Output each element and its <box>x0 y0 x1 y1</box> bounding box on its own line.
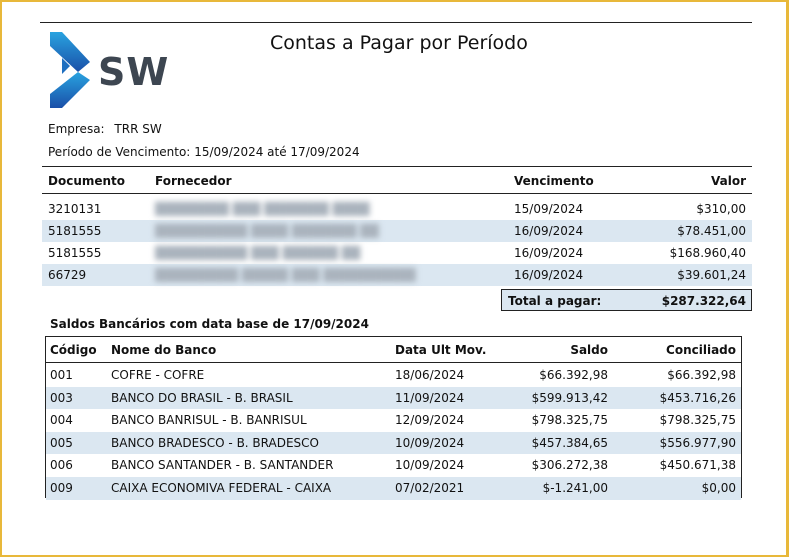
page-title: Contas a Pagar por Período <box>270 32 528 54</box>
periodo-value: 15/09/2024 até 17/09/2024 <box>194 145 360 159</box>
documento-cell: 3210131 <box>48 202 102 216</box>
table-row <box>46 364 741 387</box>
periodo-label: Período de Vencimento: <box>48 145 191 159</box>
documento-cell: 5181555 <box>48 224 102 238</box>
total-a-pagar-box <box>501 289 752 311</box>
nome-cell: COFRE - COFRE <box>111 368 205 382</box>
col-header-fornecedor: Fornecedor <box>155 174 232 188</box>
empresa-label: Empresa: <box>48 122 105 136</box>
col-header-documento: Documento <box>48 174 126 188</box>
col-header-vencimento: Vencimento <box>514 174 594 188</box>
saldo-cell: $-1.241,00 <box>542 481 608 495</box>
codigo-cell: 009 <box>50 481 73 495</box>
logo-wordmark: SW <box>98 50 170 94</box>
nome-cell: BANCO BANRISUL - B. BANRISUL <box>111 413 307 428</box>
saldos-header-row <box>46 337 741 363</box>
top-divider <box>40 22 752 23</box>
valor-cell: $78.451,00 <box>677 224 746 238</box>
conciliado-cell: $450.671,38 <box>659 458 736 473</box>
vencimento-cell: 16/09/2024 <box>514 224 584 238</box>
saldos-table <box>45 336 742 498</box>
periodo-line <box>48 145 360 159</box>
col-header-valor: Valor <box>710 174 746 188</box>
saldo-cell: $66.392,98 <box>539 368 608 382</box>
data-cell: 10/09/2024 <box>395 458 465 473</box>
fornecedor-cell-redacted: ██████████ ████ ███████ ██ <box>155 224 379 238</box>
table-row <box>46 432 741 455</box>
saldo-cell: $306.272,38 <box>531 458 608 473</box>
empresa-value: TRR SW <box>114 122 162 136</box>
payables-header-rule <box>42 193 752 194</box>
fornecedor-cell-redacted: ██████████ ███ ██████ ██ <box>155 246 361 260</box>
codigo-cell: 004 <box>50 413 73 428</box>
valor-cell: $310,00 <box>696 202 746 216</box>
empresa-line <box>48 122 162 136</box>
total-value: $287.322,64 <box>661 294 746 308</box>
col-header-nome: Nome do Banco <box>111 343 217 357</box>
codigo-cell: 001 <box>50 368 73 382</box>
data-cell: 18/06/2024 <box>395 368 465 382</box>
valor-cell: $168.960,40 <box>669 246 746 260</box>
col-header-codigo: Código <box>50 343 97 357</box>
vencimento-cell: 15/09/2024 <box>514 202 584 216</box>
nome-cell: CAIXA ECONOMIVA FEDERAL - CAIXA <box>111 481 332 495</box>
conciliado-cell: $0,00 <box>701 481 736 495</box>
payables-top-rule <box>42 166 752 167</box>
codigo-cell: 006 <box>50 458 73 473</box>
valor-cell: $39.601,24 <box>677 268 746 282</box>
codigo-cell: 003 <box>50 390 73 405</box>
nome-cell: BANCO BRADESCO - B. BRADESCO <box>111 435 319 450</box>
data-cell: 11/09/2024 <box>395 390 465 405</box>
table-row <box>46 477 741 500</box>
data-cell: 10/09/2024 <box>395 435 465 450</box>
documento-cell: 5181555 <box>48 246 102 260</box>
data-cell: 07/02/2021 <box>395 481 465 495</box>
table-row <box>42 242 752 264</box>
documento-cell: 66729 <box>48 268 87 282</box>
nome-cell: BANCO SANTANDER - B. SANTANDER <box>111 458 334 473</box>
saldos-section-title: Saldos Bancários com data base de 17/09/2024 <box>50 317 369 331</box>
col-header-saldo: Saldo <box>570 343 608 357</box>
table-row <box>42 264 752 286</box>
col-header-conciliado: Conciliado <box>666 343 736 357</box>
saldo-cell: $457.384,65 <box>531 435 608 450</box>
col-header-data: Data Ult Mov. <box>395 343 487 357</box>
table-row <box>46 387 741 410</box>
vencimento-cell: 16/09/2024 <box>514 246 584 260</box>
saldo-cell: $798.325,75 <box>531 413 608 428</box>
fornecedor-cell-redacted: █████████ █████ ███ ██████████ <box>155 268 416 282</box>
codigo-cell: 005 <box>50 435 73 450</box>
conciliado-cell: $453.716,26 <box>659 390 736 405</box>
table-row <box>42 198 752 220</box>
nome-cell: BANCO DO BRASIL - B. BRASIL <box>111 390 293 405</box>
vencimento-cell: 16/09/2024 <box>514 268 584 282</box>
data-cell: 12/09/2024 <box>395 413 465 428</box>
table-row <box>46 409 741 432</box>
total-label: Total a pagar: <box>508 294 602 308</box>
table-row <box>42 220 752 242</box>
conciliado-cell: $556.977,90 <box>659 435 736 450</box>
conciliado-cell: $798.325,75 <box>659 413 736 428</box>
fornecedor-cell-redacted: ████████ ███ ███████ ████ <box>155 202 370 216</box>
conciliado-cell: $66.392,98 <box>667 368 736 382</box>
saldo-cell: $599.913,42 <box>531 390 608 405</box>
table-row <box>46 454 741 477</box>
